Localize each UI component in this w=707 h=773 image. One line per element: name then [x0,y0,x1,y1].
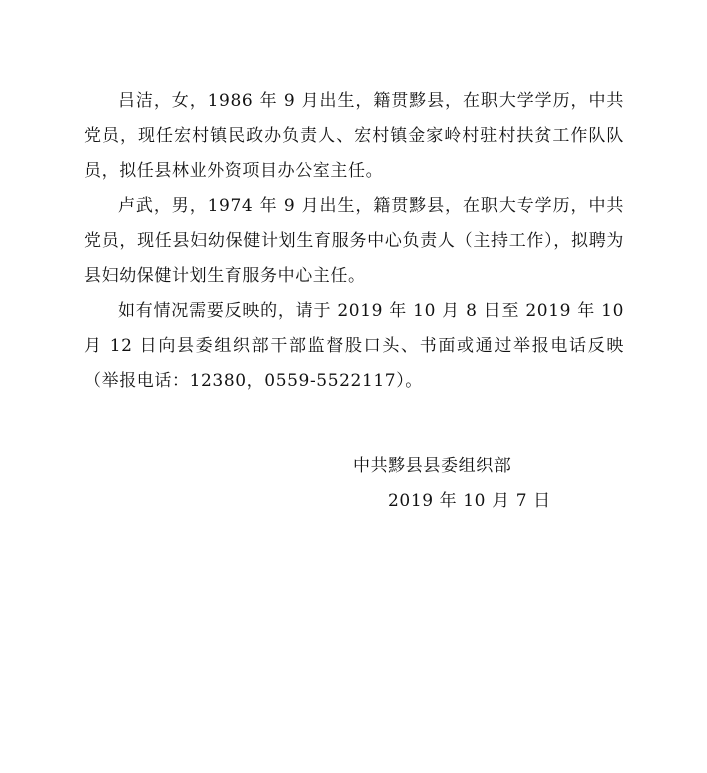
signature-organization: 中共黟县县委组织部 [353,456,512,476]
notice-body [84,84,624,399]
paragraph-candidate-lv-jie: 吕洁，女，1986 年 9 月出生，籍贯黟县，在职大学学历，中共党员，现任宏村镇民政办负责人、宏村镇金家岭村驻村扶贫工作队队员，拟任县林业外资项目办公室主任。 [84,91,624,181]
signature-date: 2019 年 10 月 7 日 [388,491,551,511]
paragraph-candidate-lu-wu: 卢武，男，1974 年 9 月出生，籍贯黟县，在职大专学历，中共党员，现任县妇幼保健计划生育服务中心负责人（主持工作），拟聘为县妇幼保健计划生育服务中心主任。 [84,196,624,286]
paragraph-feedback-instructions: 如有情况需要反映的，请于 2019 年 10 月 8 日至 2019 年 10 月 12 日向县委组织部干部监督股口头、书面或通过举报电话反映（举报电话：12380，0559-5522117）。 [84,301,624,391]
